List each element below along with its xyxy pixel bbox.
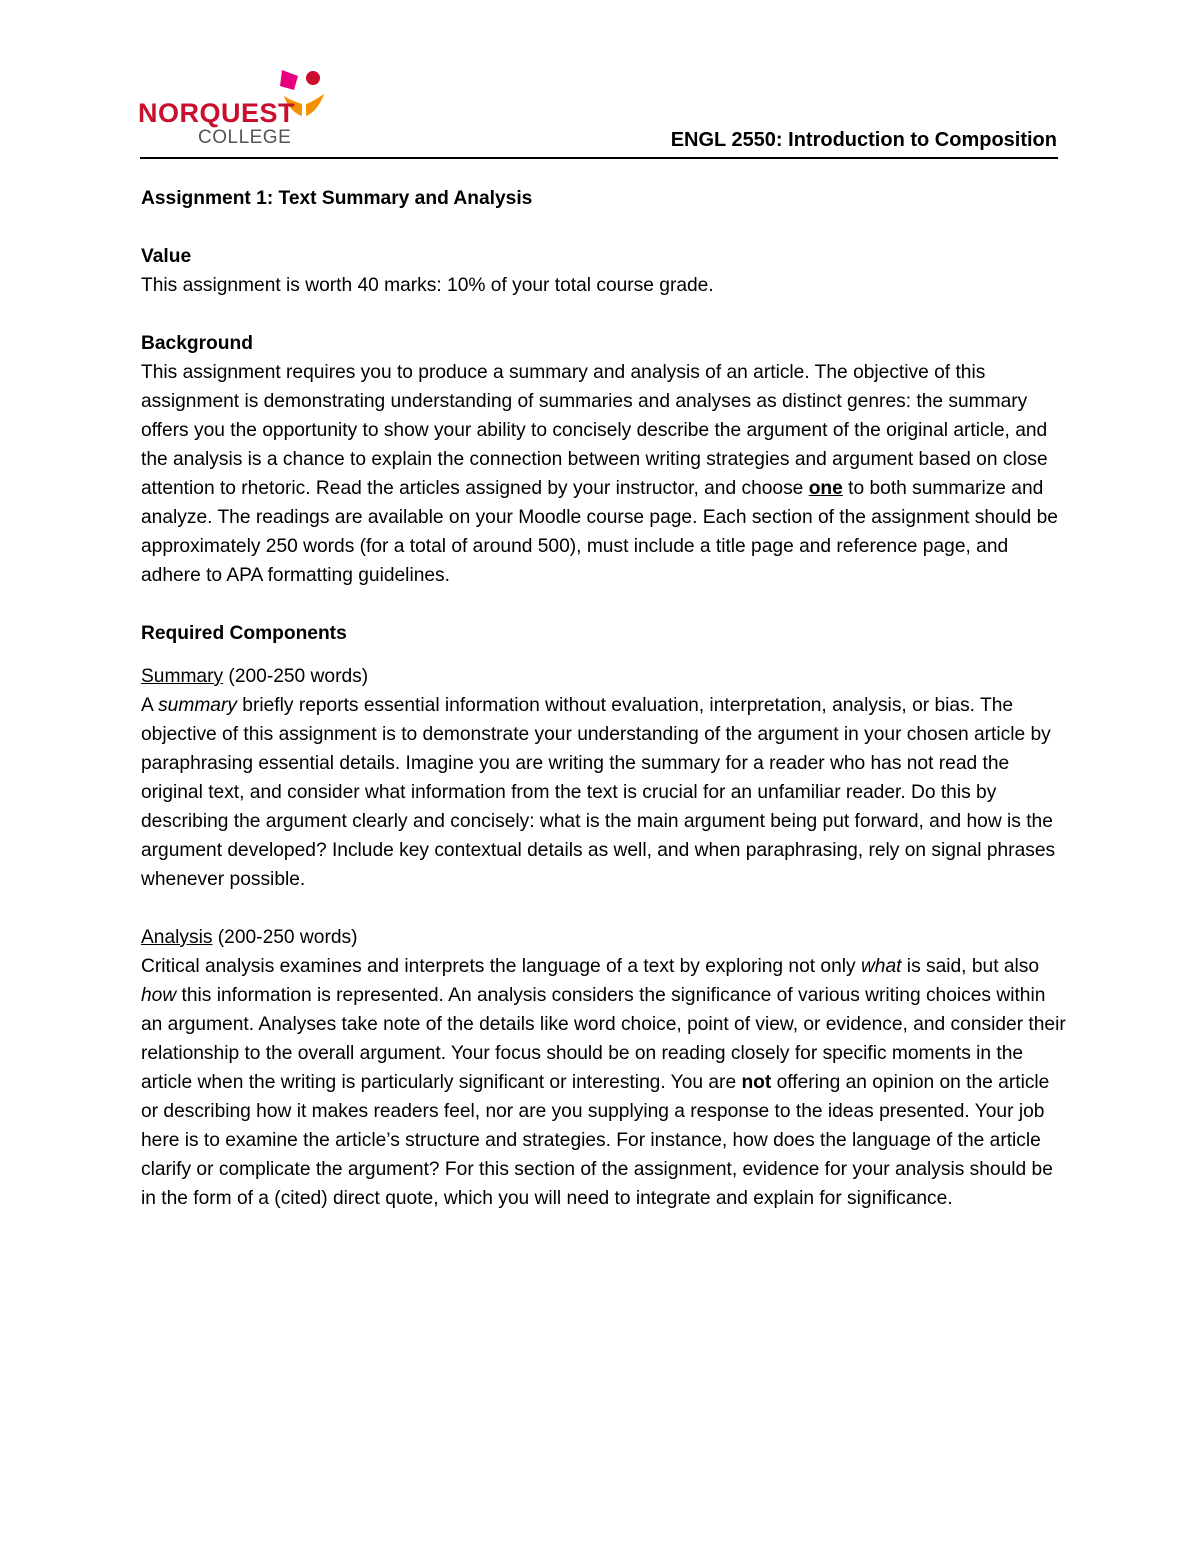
assignment-title: Assignment 1: Text Summary and Analysis bbox=[141, 188, 533, 209]
logo-sub-text: COLLEGE bbox=[198, 127, 292, 148]
analysis-paragraph bbox=[141, 952, 1066, 1213]
summary-paragraph bbox=[141, 691, 1066, 894]
analysis-text-part: Critical analysis examines and interprets the language of a text by exploring not only bbox=[141, 956, 861, 977]
required-components-heading: Required Components bbox=[141, 623, 347, 644]
background-emphasis: one bbox=[808, 478, 843, 499]
analysis-text-part: is said, but also bbox=[901, 956, 1040, 977]
analysis-em-how: how bbox=[141, 985, 177, 1006]
summary-text-part: briefly reports essential information without evaluation, interpretation, analysis, or bias. The objective of this assignment is to demonstrate your understanding of the argument in your chosen article by paraphrasing essential details. Imagine you are writing the summary for a reader who has not read the original text, and consider what information from the text is crucial for an unfamiliar reader. Do this by describing the argument clearly and concisely: what is the main argument being put forward, and how is the argument developed? Include key contextual details as well, and when paraphrasing, rely on signal phrases whenever possible. bbox=[141, 695, 1056, 890]
summary-text-part: A bbox=[141, 695, 159, 716]
document-body bbox=[141, 184, 1066, 1213]
analysis-word-count: (200-250 words) bbox=[212, 927, 358, 948]
analysis-text-part: this information is represented. An analysis considers the significance of various writing choices within an argument. Analyses take note of the details like word choice, point of view, or evidence, and consider their relationship to the overall argument. Your focus should be on reading closely for specific moments in the article when the writing is particularly significant or interesting. You are bbox=[141, 985, 1066, 1093]
analysis-em-what: what bbox=[860, 956, 902, 977]
analysis-bold-not: not bbox=[741, 1072, 772, 1093]
background-paragraph bbox=[141, 358, 1066, 590]
value-text: This assignment is worth 40 marks: 10% of your total course grade. bbox=[141, 275, 714, 296]
analysis-subheading bbox=[141, 923, 1066, 952]
background-heading: Background bbox=[141, 333, 253, 354]
analysis-text-part: offering an opinion on the article or describing how it makes readers feel, nor are you supplying a response to the ideas presented. Your job here is to examine the article’s structure and strategies. For instance, how does the language of the article clarify or complicate the argument? For this section of the assignment, evidence for your analysis should be in the form of a (cited) direct quote, which you will need to integrate and explain for significance. bbox=[141, 1072, 1053, 1209]
background-text-part: to both summarize and analyze. The readings are available on your Moodle course page. Each section of the assignment should be approximately 250 words (for a total of around 500), must include a title page and reference page, and adhere to APA formatting guidelines. bbox=[141, 478, 1058, 586]
background-text-part: This assignment requires you to produce a summary and analysis of an article. The objective of this assignment is demonstrating understanding of summaries and analyses as distinct genres: the summary offers you the opportunity to show your ability to concisely describe the argument of the original article, and the analysis is a chance to explain the connection between writing strategies and argument based on close attention to rhetoric. Read the articles assigned by your instructor, and choose bbox=[141, 362, 1048, 499]
summary-term: summary bbox=[158, 695, 237, 716]
logo-name-text: NORQUEST bbox=[138, 98, 296, 128]
header-divider bbox=[140, 157, 1058, 159]
summary-label: Summary bbox=[141, 666, 224, 687]
norquest-logo bbox=[138, 68, 338, 150]
summary-word-count: (200-250 words) bbox=[223, 666, 369, 687]
course-title: ENGL 2550: Introduction to Composition bbox=[670, 129, 1057, 151]
analysis-label: Analysis bbox=[141, 927, 213, 948]
value-heading: Value bbox=[141, 246, 192, 267]
summary-subheading bbox=[141, 662, 1066, 691]
